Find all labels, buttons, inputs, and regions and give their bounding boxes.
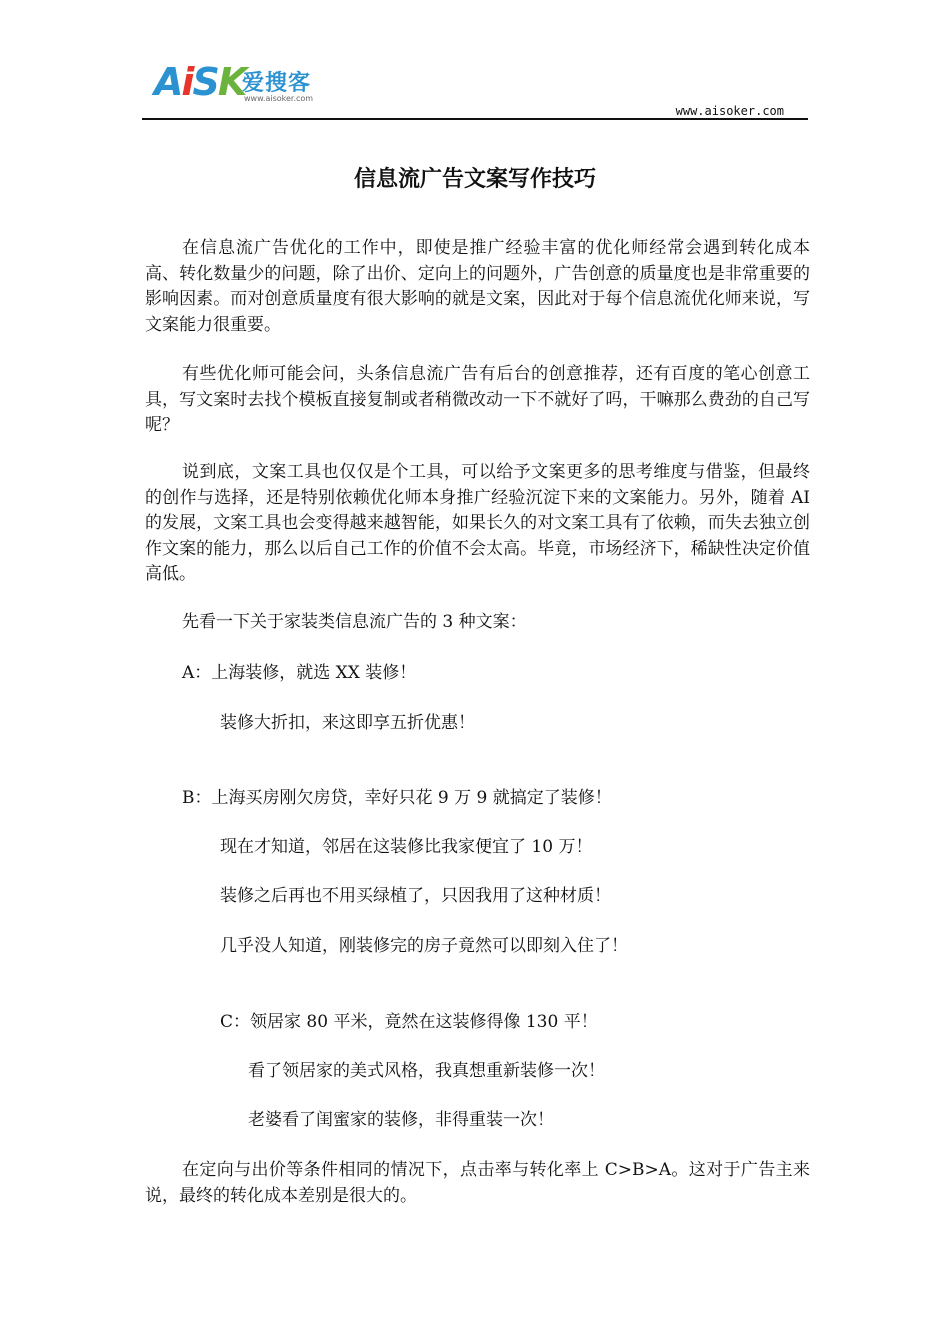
header-divider: [142, 118, 808, 120]
example-b-line-3: 装修之后再也不用买绿植了，只因我用了这种材质！: [220, 886, 611, 906]
example-a-line-2: 装修大折扣，来这即享五折优惠！: [220, 713, 475, 733]
logo-chinese-name: 爱搜客: [242, 71, 312, 96]
document-title: 信息流广告文案写作技巧: [353, 166, 596, 192]
example-c-line-2: 看了领居家的美式风格，我真想重新装修一次！: [248, 1061, 605, 1081]
example-b-line-2: 现在才知道，邻居在这装修比我家便宜了 10 万！: [220, 837, 593, 857]
paragraph-4: 先看一下关于家装类信息流广告的 3 种文案：: [182, 612, 527, 632]
paragraph-2: 有些优化师可能会问，头条信息流广告有后台的创意推荐，还有百度的笔心创意工具，写文案时去找个模板直接复制或者稍微改动一下不就好了吗，干嘛那么费劲的自己写呢？: [145, 364, 810, 435]
example-c-line-3: 老婆看了闺蜜家的装修，非得重装一次！: [248, 1110, 554, 1130]
logo-url: www.aisoker.com: [244, 94, 314, 103]
logo-letter-i: i: [181, 60, 193, 104]
header-site-url[interactable]: www.aisoker.com: [675, 104, 784, 118]
aisoker-logo: [146, 52, 326, 114]
paragraph-5: 在定向与出价等条件相同的情况下，点击率与转化率上 C>B>A。这对于广告主来说，最终的转化成本差别是很大的。: [145, 1160, 810, 1206]
example-b-line-1: B：上海买房刚欠房贷，幸好只花 9 万 9 就搞定了装修！: [182, 788, 612, 808]
paragraph-1: 在信息流广告优化的工作中，即使是推广经验丰富的优化师经常会遇到转化成本高、转化数量少的问题，除了出价、定向上的问题外，广告创意的质量度也是非常重要的影响因素。而对创意质量度有很大影响的就是文案，因此对于每个信息流优化师来说，写文案能力很重要。: [145, 238, 810, 335]
logo-letter-k: K: [217, 60, 246, 104]
example-c-line-1: C：领居家 80 平米，竟然在这装修得像 130 平！: [220, 1012, 598, 1032]
paragraph-3: 说到底，文案工具也仅仅是个工具，可以给予文案更多的思考维度与借鉴，但最终的创作与选择，还是特别依赖优化师本身推广经验沉淀下来的文案能力。另外，随着 AI 的发展，文案工具也会变得越来越智能，如果长久的对文案工具有了依赖，而失去独立创作文案的能力，那么以后自己工作的价值不会太高。毕竟，市场经济下，稀缺性决定价值高低。: [145, 462, 810, 584]
logo-letter-a: A: [154, 60, 182, 104]
logo-letters: [154, 62, 245, 102]
logo-letter-s: S: [192, 60, 218, 104]
example-b-line-4: 几乎没人知道，刚装修完的房子竟然可以即刻入住了！: [220, 936, 628, 956]
example-a-line-1: A：上海装修，就选 XX 装修！: [182, 663, 417, 683]
